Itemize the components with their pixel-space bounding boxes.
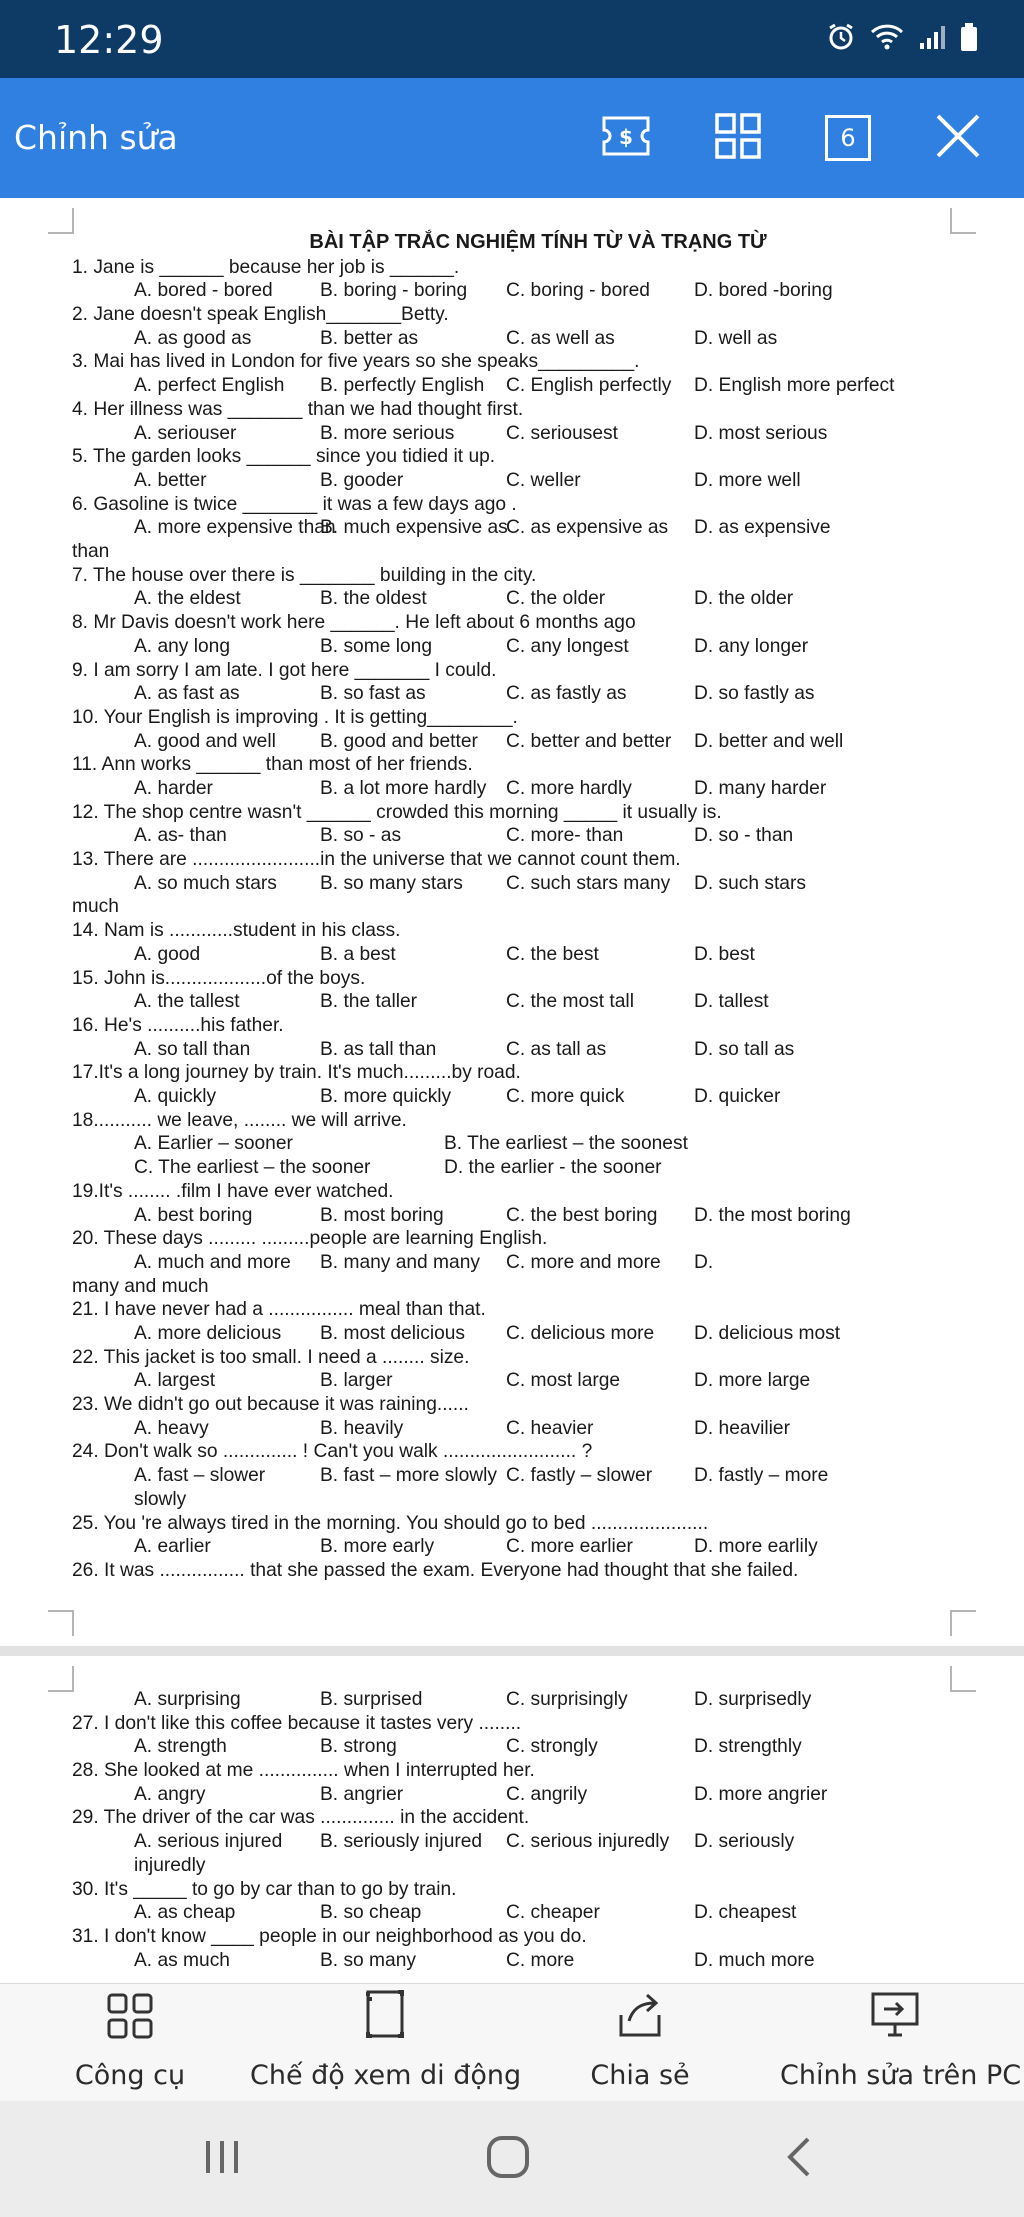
answer-option: B. perfectly English [320,375,485,397]
options-row [72,1464,974,1488]
answer-option: A. seriouser [134,422,237,444]
answer-option: A. the eldest [134,588,241,610]
answer-option: D. the most boring [694,1204,851,1226]
options-row [72,1251,974,1275]
answer-option: C. seriousest [506,422,618,444]
question-text: 10. Your English is improving . It is getting________. [72,706,518,728]
answer-option: A. perfect English [134,375,285,397]
page-corner [48,208,74,234]
home-icon [486,2135,530,2184]
answer-option: C. the best [506,943,599,965]
question-text: 18........... we leave, ........ we will arrive. [72,1109,407,1131]
answer-option: C. boring - bored [506,280,650,302]
answer-option: D. many harder [694,778,827,800]
answer-option: A. the tallest [134,991,240,1013]
answer-option: D. the earlier - the sooner [444,1157,662,1179]
document-heading: BÀI TẬP TRẮC NGHIỆM TÍNH TỪ VÀ TRẠNG TỪ [309,231,767,253]
answer-option: B. more quickly [320,1086,452,1108]
question-text: 5. The garden looks ______ since you tidied it up. [72,446,496,468]
answer-option: A. Earlier – sooner [134,1133,293,1155]
options-row [72,1417,974,1441]
answer-option: C. any longest [506,635,629,657]
answer-option: A. so tall than [134,1038,251,1060]
back-icon [784,2135,812,2184]
answer-option: C. heavier [506,1417,594,1439]
question-text: 27. I don't like this coffee because it tastes very ........ [72,1712,522,1734]
answer-option: B. fast – more slowly [320,1465,498,1487]
edit-title: Chỉnh sửa [14,118,178,157]
share-button[interactable] [580,1984,700,2102]
question-text: 12. The shop centre wasn't ______ crowded this morning _____ it usually is. [72,801,722,823]
answer-option: B. many and many [320,1251,480,1273]
answer-option: A. surprising [134,1689,241,1710]
answer-option: B. so many stars [320,872,463,894]
tools-grid-icon [107,1993,153,2046]
options-row [72,1783,974,1807]
answer-option: C. more quick [506,1086,625,1108]
answer-option: C. as expensive as [506,517,669,539]
document-page-1 [0,198,1024,1646]
answer-option: A. harder [134,778,213,800]
answer-option: A. quickly [134,1086,217,1108]
answer-option: D. so fastly as [694,683,815,705]
answer-option: B. the taller [320,991,418,1013]
answer-option: B. much expensive as [320,517,508,539]
answer-option: D. the older [694,588,794,610]
answer-option: A. good [134,943,201,965]
home-button[interactable] [468,2131,548,2187]
question-text: 22. This jacket is too small. I need a ........ size. [72,1346,470,1368]
answer-option: D. English more perfect [694,375,895,397]
options-row [72,990,974,1014]
options-row [72,824,974,848]
answer-option: C. most large [506,1370,621,1392]
answer-option: B. some long [320,635,432,657]
answer-option: B. strong [320,1736,397,1758]
status-icons [826,22,978,57]
answer-option: B. so - as [320,825,402,847]
answer-option: B. as tall than [320,1038,437,1060]
options-row [72,1535,974,1559]
monitor-icon [870,1991,920,2046]
options-row [72,327,974,351]
answer-option: B. most boring [320,1204,444,1226]
answer-option: C. strongly [506,1736,598,1758]
dollar-tag-icon [598,114,654,163]
answer-option: A. heavy [134,1417,209,1439]
battery-icon [960,22,978,57]
answer-option: D. more angrier [694,1783,828,1805]
grid-view-button[interactable] [708,108,768,168]
options-row [72,682,974,706]
answer-option: D. heavilier [694,1417,790,1439]
mobile-view-icon [365,1989,405,2046]
recent-apps-button[interactable] [182,2131,262,2187]
question-text: much [72,896,119,918]
answer-option: C. more [506,1949,575,1971]
question-text: 19.It's ........ .film I have ever watched. [72,1180,394,1202]
question-text: 30. It's _____ to go by car than to go by train. [72,1878,457,1900]
system-nav-bar [0,2101,1024,2217]
option-continuation: injuredly [134,1854,206,1876]
page-corner [48,1666,74,1692]
question-text: 15. John is...................of the boys. [72,967,366,989]
answer-option: A. as fast as [134,683,240,705]
answer-option: B. good and better [320,730,478,752]
answer-option: B. so fast as [320,683,426,705]
options-row [72,1085,974,1109]
answer-option: D. seriously [694,1831,795,1853]
options-row [72,469,974,493]
answer-option: C. more and more [506,1251,661,1273]
question-text: many and much [72,1275,209,1297]
answer-option: D. well as [694,327,778,349]
answer-option: B. so cheap [320,1902,422,1924]
share-label: Chia sẻ [590,2060,690,2091]
answer-option: D. quicker [694,1086,781,1108]
answer-option: D. such stars [694,872,806,894]
answer-option: A. more expensive than [134,517,336,539]
options-row [72,374,974,398]
answer-option: D. delicious most [694,1323,841,1345]
close-button[interactable] [928,108,988,168]
mobile-view-label: Chế độ xem di động [250,2060,522,2091]
answer-option: D. more earlily [694,1536,818,1558]
answer-option: C. such stars many [506,872,671,894]
pages-count: 6 [825,115,871,161]
answer-option: C. as fastly as [506,683,627,705]
options-row [72,279,974,303]
options-row [72,1949,974,1973]
answer-option: B. boring - boring [320,280,468,302]
question-text: 13. There are ........................in the universe that we cannot count them. [72,849,681,871]
status-time: 12:29 [54,18,164,62]
document-text [72,231,974,1583]
question-text: 3. Mai has lived in London for five years so she speaks_________. [72,351,640,373]
recent-apps-icon [202,2139,242,2180]
answer-option: D. fastly – more [694,1465,829,1487]
answer-option: A. more delicious [134,1323,282,1345]
answer-option: C. fastly – slower [506,1465,653,1487]
answer-option: C. more earlier [506,1536,633,1558]
bottom-toolbar [0,1983,1024,2101]
question-text: 1. Jane is ______ because her job is ______. [72,256,460,278]
options-row [72,516,974,540]
answer-option: A. so much stars [134,872,277,894]
answer-option: D. [694,1251,714,1273]
answer-option: B. more serious [320,422,455,444]
question-text: 4. Her illness was _______ than we had thought first. [72,398,524,420]
options-row [72,1830,974,1854]
answer-option: D. much more [694,1949,815,1971]
answer-option: B. so many [320,1949,416,1971]
question-text: 17.It's a long journey by train. It's much.........by road. [72,1062,521,1084]
answer-option: D. better and well [694,730,844,752]
grid-icon [714,112,762,165]
answer-option: A. angry [134,1783,206,1805]
answer-option: C. as tall as [506,1038,607,1060]
answer-option: C. angrily [506,1783,588,1805]
answer-option: D. more well [694,469,801,491]
question-text: 9. I am sorry I am late. I got here _______ I could. [72,659,497,681]
question-text: 28. She looked at me ............... when I interrupted her. [72,1760,535,1782]
page-corner [950,1610,976,1636]
question-text: 29. The driver of the car was .............. in the accident. [72,1807,530,1829]
options-row [72,943,974,967]
question-text: 7. The house over there is _______ building in the city. [72,564,537,586]
answer-option: C. delicious more [506,1323,655,1345]
answer-option: B. larger [320,1370,393,1392]
question-text: 24. Don't walk so .............. ! Can't you walk ......................... ? [72,1441,593,1463]
close-icon [934,112,982,165]
question-text: than [72,541,110,563]
answer-option: A. better [134,469,207,491]
answer-option: C. surprisingly [506,1689,628,1710]
question-text: 23. We didn't go out because it was raining...... [72,1394,469,1416]
back-button[interactable] [758,2131,838,2187]
options-row [72,730,974,754]
answer-option: A. as good as [134,327,252,349]
share-icon [615,1993,665,2046]
answer-option: D. so - than [694,825,794,847]
question-text: 2. Jane doesn't speak English_______Betty. [72,304,449,326]
answer-option: A. as much [134,1949,230,1971]
answer-option: A. strength [134,1736,227,1758]
question-text: 8. Mr Davis doesn't work here ______. He left about 6 months ago [72,612,636,634]
question-text: 16. He's ..........his father. [72,1014,284,1036]
answer-option: C. cheaper [506,1902,600,1924]
question-text: 26. It was ................ that she passed the exam. Everyone had thought that she failed. [72,1559,799,1581]
answer-option: D. so tall as [694,1038,795,1060]
answer-option: D. tallest [694,991,769,1013]
answer-option: B. more early [320,1536,435,1558]
answer-option: A. bored - bored [134,280,273,302]
options-row [72,777,974,801]
options-row [72,1156,974,1180]
mobile-view-button[interactable] [250,1984,520,2102]
options-row [72,422,974,446]
page-corner [48,1610,74,1636]
edit-on-pc-label: Chỉnh sửa trên PC [780,2060,1022,2091]
answer-option: B. a best [320,943,396,965]
answer-option: B. better as [320,327,419,349]
document-text [72,1688,974,1972]
status-bar [0,0,1024,78]
answer-option: D. strengthly [694,1736,802,1758]
answer-option: B. The earliest – the soonest [444,1133,688,1155]
options-row [72,587,974,611]
tools-button[interactable] [60,1984,200,2102]
question-text: 25. You 're always tired in the morning. You should go to bed ...................... [72,1512,709,1534]
answer-option: D. most serious [694,422,828,444]
answer-option: D. surprisedly [694,1689,812,1710]
answer-option: C. more- than [506,825,624,847]
answer-option: A. as cheap [134,1902,236,1924]
answer-option: D. best [694,943,755,965]
answer-option: C. weller [506,469,581,491]
answer-option: B. gooder [320,469,404,491]
question-text: 14. Nam is ............student in his class. [72,920,401,942]
options-row [72,1369,974,1393]
answer-option: C. better and better [506,730,672,752]
answer-option: C. the older [506,588,606,610]
options-row [72,1735,974,1759]
answer-option: A. fast – slower [134,1465,266,1487]
answer-option: C. the most tall [506,991,634,1013]
answer-option: A. any long [134,635,231,657]
answer-option: A. good and well [134,730,276,752]
paid-button[interactable] [596,108,656,168]
answer-option: A. largest [134,1370,216,1392]
signal-icon [918,23,946,56]
answer-option: B. the oldest [320,588,427,610]
question-text: 31. I don't know ____ people in our neighborhood as you do. [72,1925,587,1947]
answer-option: C. the best boring [506,1204,658,1226]
answer-option: A. earlier [134,1536,211,1558]
option-continuation: slowly [134,1488,187,1510]
answer-option: D. cheapest [694,1902,797,1924]
options-row [72,872,974,896]
answer-option: B. surprised [320,1689,423,1710]
answer-option: A. serious injured [134,1831,283,1853]
question-text: 21. I have never had a ................ meal than that. [72,1299,486,1321]
page-separator [0,1646,1024,1656]
answer-option: A. much and more [134,1251,291,1273]
tools-label: Công cụ [74,2060,186,2091]
answer-option: D. bored -boring [694,280,833,302]
edit-on-pc-button[interactable] [780,1984,1022,2102]
options-row [72,1038,974,1062]
app-bar [0,78,1024,198]
answer-option: A. best boring [134,1204,253,1226]
answer-option: C. more hardly [506,778,632,800]
options-row [72,1132,974,1156]
answer-option: D. as expensive [694,517,831,539]
options-row [72,1901,974,1925]
question-text: 11. Ann works ______ than most of her friends. [72,754,473,776]
answer-option: D. any longer [694,635,809,657]
answer-option: B. seriously injured [320,1831,483,1853]
wifi-icon [870,23,904,56]
answer-option: B. angrier [320,1783,404,1805]
answer-option: B. a lot more hardly [320,778,487,800]
answer-option: C. The earliest – the sooner [134,1157,371,1179]
answer-option: A. as- than [134,825,227,847]
question-text: 6. Gasoline is twice _______ it was a few days ago . [72,493,517,515]
document-page-2 [0,1656,1024,1983]
alarm-icon [826,22,856,57]
answer-option: C. as well as [506,327,615,349]
options-row [72,635,974,659]
pages-count-button[interactable] [818,108,878,168]
answer-option: C. serious injuredly [506,1831,670,1853]
question-text: 20. These days ......... .........people are learning English. [72,1228,548,1250]
answer-option: C. English perfectly [506,375,672,397]
options-row [72,1688,974,1712]
answer-option: D. more large [694,1370,811,1392]
options-row [72,1322,974,1346]
svg-text:$: $ [619,124,633,149]
answer-option: B. most delicious [320,1323,466,1345]
options-row [72,1204,974,1228]
answer-option: B. heavily [320,1417,404,1439]
